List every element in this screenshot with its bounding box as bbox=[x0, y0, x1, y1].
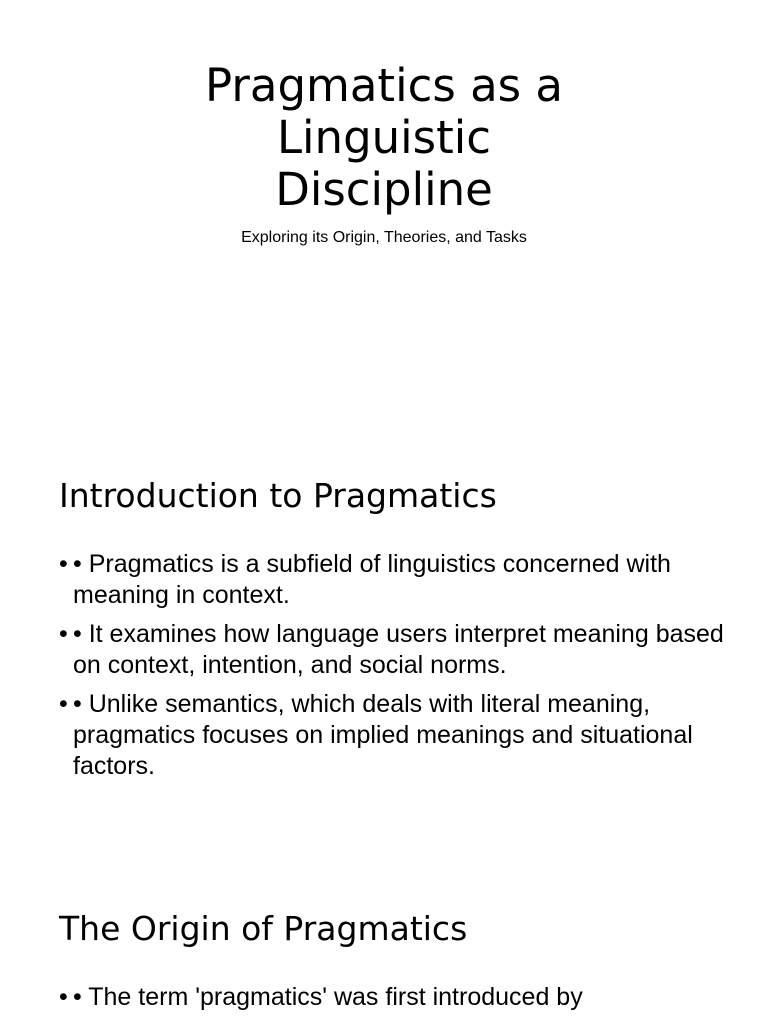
bullet-marker: • bbox=[59, 550, 68, 578]
section-heading: The Origin of Pragmatics bbox=[59, 909, 468, 948]
bullet-item bbox=[59, 982, 739, 1013]
bullet-marker: • bbox=[59, 620, 68, 648]
bullet-marker: • bbox=[59, 690, 68, 718]
bullet-text: • It examines how language users interpret meaning based on context, intention, and social norms. bbox=[73, 620, 724, 679]
slide-subtitle: Exploring its Origin, Theories, and Tasks bbox=[241, 229, 527, 246]
section-heading: Introduction to Pragmatics bbox=[59, 476, 497, 515]
slide-title-line-1: Pragmatics as a bbox=[205, 59, 563, 112]
bullet-item bbox=[59, 549, 739, 611]
bullet-item bbox=[59, 689, 739, 782]
bullet-item bbox=[59, 619, 739, 681]
slide-title-line-3: Discipline bbox=[275, 163, 493, 216]
bullet-text: • Unlike semantics, which deals with literal meaning, pragmatics focuses on implied meanings and situational factors. bbox=[73, 690, 693, 780]
section-origin bbox=[59, 909, 739, 1021]
title-slide bbox=[0, 60, 768, 248]
bullet-list bbox=[59, 982, 739, 1013]
bullet-text: • Pragmatics is a subfield of linguistics concerned with meaning in context. bbox=[73, 550, 671, 609]
section-introduction bbox=[59, 476, 739, 790]
bullet-marker: • bbox=[59, 983, 68, 1011]
bullet-text: • The term 'pragmatics' was first introduced by bbox=[73, 983, 583, 1011]
bullet-list bbox=[59, 549, 739, 782]
slide-title-line-2: Linguistic bbox=[276, 111, 491, 164]
